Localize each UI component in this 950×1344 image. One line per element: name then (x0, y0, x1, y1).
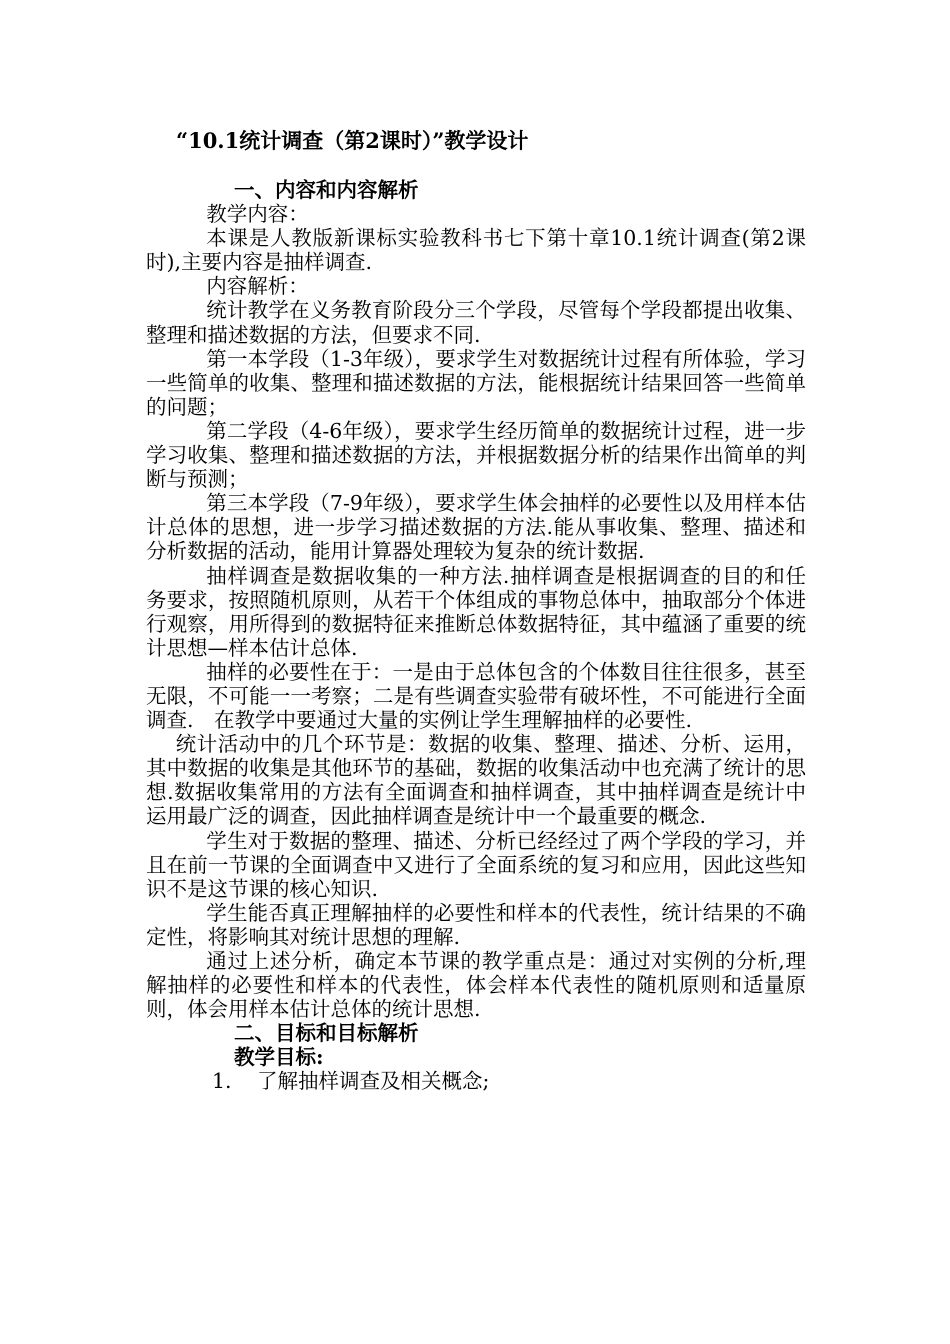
analysis-paragraph: 学生对于数据的整理、描述、分析已经经过了两个学段的学习，并且在前一节课的全面调查中又进行了全面系统的复习和应用，因此这些知识不是这节课的核心知识. (146, 828, 806, 901)
analysis-paragraph: 第二学段（4-6年级），要求学生经历简单的数据统计过程，进一步学习收集、整理和描述数据的方法，并根据数据分析的结果作出简单的判断与预测； (146, 418, 806, 492)
content-analysis-label: 内容解析： (206, 274, 309, 299)
document-body (146, 178, 806, 1094)
analysis-paragraph: 抽样调查是数据收集的一种方法.抽样调查是根据调查的目的和任务要求，按照随机原则，从若干个体组成的事物总体中，抽取部分个体进行观察，用所得到的数据特征来推断总体数据特征，其中蕴涵了重要的统计思想—样本估计总体. (146, 563, 806, 660)
document-title: “10.1统计调查（第2课时）”教学设计 (176, 128, 529, 153)
section-heading-content-analysis: 一、内容和内容解析 (234, 178, 419, 202)
analysis-paragraph: 第一本学段（1-3年级），要求学生对数据统计过程有所体验，学习一些简单的收集、整理和描述数据的方法，能根据统计结果回答一些简单的问题； (146, 346, 806, 419)
section-heading-goals: 二、目标和目标解析 (234, 1021, 419, 1046)
analysis-paragraph: 统计活动中的几个环节是：数据的收集、整理、描述、分析、运用，其中数据的收集是其他环节的基础，数据的收集活动中也充满了统计的思想.数据收集常用的方法有全面调查和抽样调查，其中抽样调查是统计中运用最广泛的调查，因此抽样调查是统计中一个最重要的概念. (146, 732, 806, 829)
goal-text: 了解抽样调查及相关概念; (257, 1069, 490, 1094)
analysis-paragraph: 通过上述分析，确定本节课的教学重点是：通过对实例的分析,理解抽样的必要性和样本的代表性，体会样本代表性的随机原则和适量原则，体会用样本估计总体的统计思想. (146, 949, 806, 1022)
analysis-paragraph: 统计教学在义务教育阶段分三个学段，尽管每个学段都提出收集、整理和描述数据的方法，但要求不同. (146, 298, 806, 347)
teaching-content-label: 教学内容： (206, 202, 309, 227)
analysis-paragraph: 学生能否真正理解抽样的必要性和样本的代表性，统计结果的不确定性，将影响其对统计思想的理解. (146, 900, 806, 949)
analysis-paragraph: 第三本学段（7-9年级），要求学生体会抽样的必要性以及用样本估计总体的思想，进一步学习描述数据的方法.能从事收集、整理、描述和分析数据的活动，能用计算器处理较为复杂的统计数据. (146, 491, 806, 564)
teaching-goals-label: 教学目标: (234, 1045, 324, 1070)
goal-number: 1. (212, 1069, 232, 1094)
goal-list-item (146, 1069, 806, 1093)
analysis-paragraph: 抽样的必要性在于：一是由于总体包含的个体数目往往很多，甚至无限，不可能一一考察；二是有些调查实验带有破坏性，不可能进行全面调查. 在教学中要通过大量的实例让学生理解抽样的必要性. (146, 659, 806, 733)
teaching-content-paragraph: 本课是人教版新课标实验教科书七下第十章10.1统计调查(第2课时),主要内容是抽样调查. (146, 226, 806, 275)
